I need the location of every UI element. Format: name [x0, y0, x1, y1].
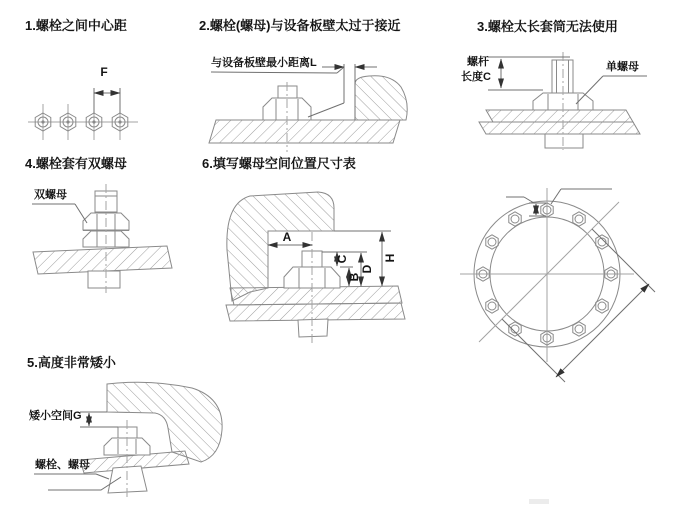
leader-double-nut [32, 204, 87, 223]
section5-title: 5.高度非常矮小 [27, 355, 116, 370]
dim-label-a: A [282, 230, 292, 244]
dimension-f [94, 88, 120, 113]
section2-title: 2.螺栓(螺母)与设备板壁太过于接近 [199, 18, 401, 33]
dim-label-f: F [100, 65, 108, 79]
page-edge-artifact [529, 499, 549, 504]
diagram-nut-space [226, 192, 405, 343]
dimension-oe [502, 229, 655, 382]
dim-label-d: D [360, 264, 374, 274]
stud-length-label-line2: 长度C [461, 71, 491, 83]
single-nut-label: 单螺母 [606, 61, 639, 73]
dim-label-c: C [335, 254, 349, 264]
bolt-nut-label: 螺栓、螺母 [35, 459, 90, 471]
section3-title: 3.螺栓太长套筒无法使用 [477, 19, 618, 34]
dim-label-b: B [347, 272, 361, 282]
section1-title: 1.螺栓之间中心距 [25, 18, 127, 33]
small-space-label: 矮小空间G [29, 410, 82, 422]
stud-length-label-line1: 螺杆 [467, 56, 489, 68]
dim-label-h: H [383, 253, 397, 263]
section6-title: 6.填写螺母空间位置尺寸表 [202, 156, 356, 171]
section4-title: 4.螺栓套有双螺母 [25, 156, 127, 171]
diagram-flange [460, 188, 655, 382]
diagram-low-height [34, 382, 222, 497]
diagram-center-distance [28, 88, 138, 140]
wall-distance-label: 与设备板壁最小距离L [211, 57, 317, 69]
double-nut-label: 双螺母 [34, 189, 67, 201]
diagram-wall-proximity [209, 64, 407, 152]
